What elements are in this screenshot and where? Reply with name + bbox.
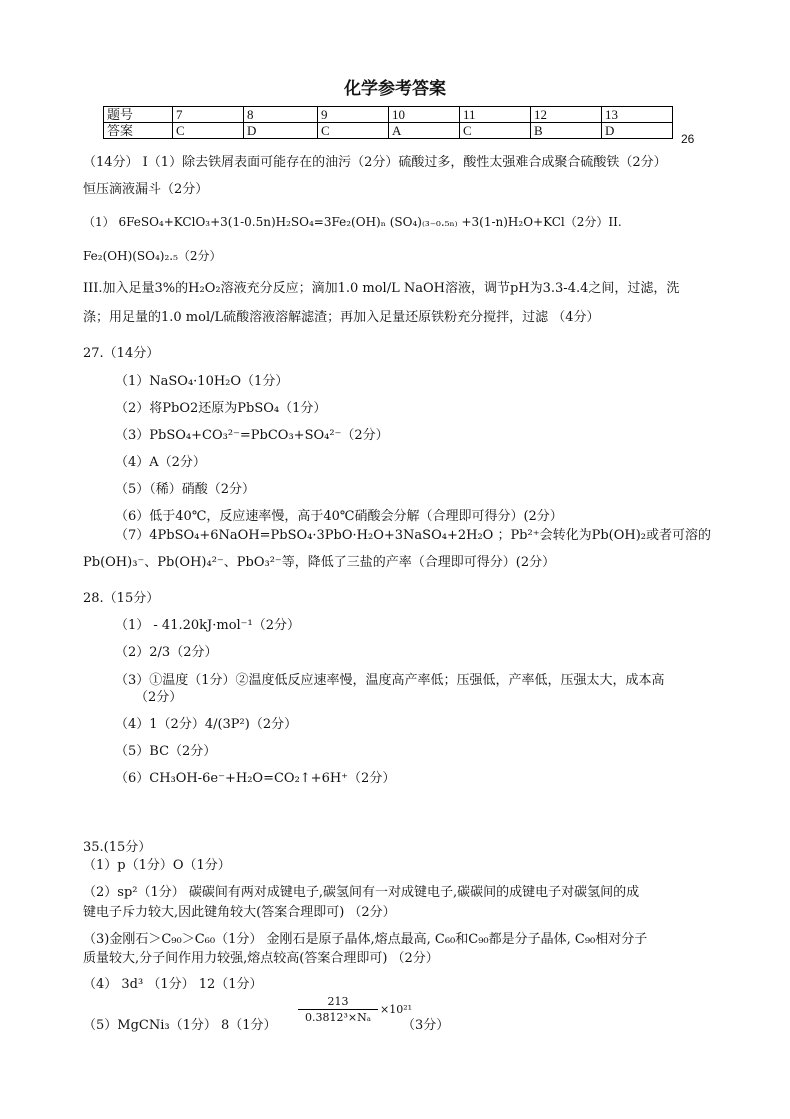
q27-line-5: （5）（稀）硝酸（2分） (115, 482, 256, 497)
q35-line-5: 质量较大,分子间作用力较强,熔点较高(答案合理即可) （2分） (83, 951, 439, 966)
table-cell: 8 (244, 107, 318, 123)
table-cell: 9 (318, 107, 389, 123)
q27-line-8: Pb(OH)₃⁻、Pb(OH)₄²⁻、PbO₃²⁻等，降低了三盐的产率（合理即可得分）(2分） (83, 555, 556, 570)
table-cell: D (244, 123, 318, 139)
q28-line-5: （4）1（2分）4/(3P²)（2分） (115, 717, 298, 732)
q26-line-2: 恒压滴液漏斗（2分） (83, 182, 209, 197)
page-title: 化学参考答案 (344, 79, 446, 99)
q35-line-7: （5）MgCNi₃（1分） 8（1分） (83, 1018, 277, 1033)
table-cell: C (318, 123, 389, 139)
q35-line-6: （4） 3d³ （1分） 12（1分） (83, 977, 263, 992)
q35-heading: 35.(15分） (83, 840, 152, 855)
q28-line-3: （3）①温度（1分）②温度低反应速率慢，温度高产率低；压强低，产率低，压强太大，成本高 (115, 673, 665, 688)
q28-line-6: （5）BC（2分） (115, 744, 217, 759)
q26-line-1: （14分） Ⅰ（1）除去铁屑表面可能存在的油污（2分）硫酸过多，酸性太强难合成聚合硫酸铁（2分） (83, 155, 667, 170)
q28-heading: 28.（15分） (83, 591, 160, 606)
q27-line-2: （2）将PbO2还原为PbSO₄（1分） (115, 401, 327, 416)
q28-line-7: （6）CH₃OH-6e⁻+H₂O=CO₂↑+6H⁺（2分） (115, 771, 396, 786)
q35-line-3: 键电子斥力较大,因此键角较大(答案合理即可) （2分） (83, 905, 396, 920)
q28-line-4: （2分） (135, 690, 183, 705)
table-row-answers (104, 123, 673, 139)
table-cell: 11 (460, 107, 531, 123)
q28-line-2: （2）2/3（2分） (115, 645, 218, 660)
table-cell: 10 (389, 107, 460, 123)
table-cell: 答案 (104, 123, 173, 139)
table-cell: B (531, 123, 602, 139)
q27-line-3: （3）PbSO₄+CO₃²⁻=PbCO₃+SO₄²⁻（2分） (115, 428, 389, 443)
table-cell: 7 (173, 107, 244, 123)
q35-line-2: （2）sp²（1分） 碳碳间有两对成键电子,碳氢间有一对成键电子,碳碳间的成键电子对碳氢间的成 (83, 885, 640, 900)
q35-line-4: （3)金刚石＞C₉₀＞C₆₀（1分） 金刚石是原子晶体,熔点最高, C₆₀和C₉₀都是分子晶体, C₉₀相对分子 (83, 932, 648, 947)
table-cell: 13 (602, 107, 673, 123)
question-26-label: 26 (681, 132, 695, 146)
formula-denominator: 0.3812³×Nₐ (305, 1011, 371, 1024)
q26-line-4: Fe₂(OH)(SO₄)₂.₅（2分） (83, 249, 222, 263)
table-cell: C (460, 123, 531, 139)
table-row-question-numbers (104, 107, 673, 123)
q27-line-6: （6）低于40℃，反应速率慢，高于40℃硝酸会分解（合理即可得分）(2分） (115, 509, 563, 524)
q26-line-6: 涤；用足量的1.0 mol/L硫酸溶液溶解滤渣；再加入足量还原铁粉充分搅拌，过滤 （4分） (83, 310, 600, 325)
table-cell: 题号 (104, 107, 173, 123)
table-cell: D (602, 123, 673, 139)
formula-numerator: 213 (298, 995, 378, 1010)
table-cell: 12 (531, 107, 602, 123)
q27-line-1: （1）NaSO₄·10H₂O（1分） (115, 374, 289, 389)
q27-line-4: （4）A（2分） (115, 455, 206, 470)
q35-line-7-score: （3分） (402, 1018, 450, 1033)
q26-line-3: （1） 6FeSO₄+KClO₃+3(1-0.5n)H₂SO₄=3Fe₂(OH)ₙ (SO₄)₍₃₋₀.₅ₙ₎ +3(1-n)H₂O+KCl（2分）II. (83, 215, 622, 229)
formula-factor: ×10²¹ (380, 1003, 413, 1016)
q26-line-5: III.加入足量3%的H₂O₂溶液充分反应；滴加1.0 mol/L NaOH溶液，调节pH为3.3-4.4之间，过滤，洗 (83, 281, 680, 296)
table-cell: C (173, 123, 244, 139)
q27-line-7: （7）4PbSO₄+6NaOH=PbSO₄·3PbO·H₂O+3NaSO₄+2H₂O ；Pb²⁺会转化为Pb(OH)₂或者可溶的 (115, 528, 712, 543)
q35-line-1: （1）p（1分）O（1分） (83, 858, 231, 873)
density-formula (298, 995, 378, 1024)
answer-table (103, 106, 673, 139)
q28-line-1: （1） - 41.20kJ·mol⁻¹（2分） (115, 618, 301, 633)
table-cell: A (389, 123, 460, 139)
q27-heading: 27.（14分） (83, 346, 160, 361)
